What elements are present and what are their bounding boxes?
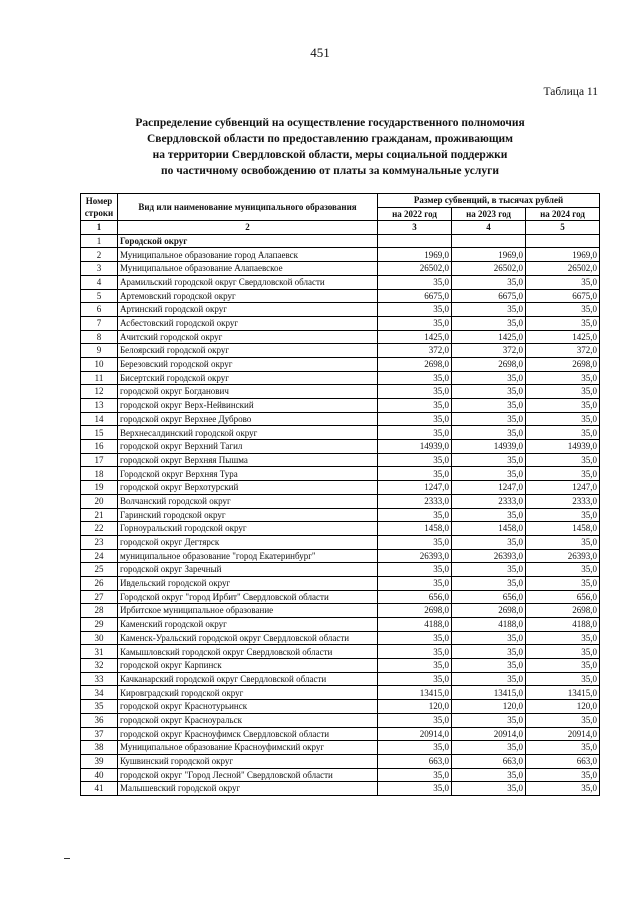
amount-2023-cell: 35,0 bbox=[452, 303, 526, 317]
amount-2022-cell: 120,0 bbox=[378, 700, 452, 714]
amount-2023-cell: 26393,0 bbox=[452, 549, 526, 563]
amount-2023-cell: 372,0 bbox=[452, 344, 526, 358]
amount-2023-cell: 6675,0 bbox=[452, 289, 526, 303]
municipality-name-cell: Асбестовский городской округ bbox=[118, 316, 378, 330]
row-number-cell: 25 bbox=[81, 563, 118, 577]
amount-2022-cell: 656,0 bbox=[378, 590, 452, 604]
amount-2022-cell: 35,0 bbox=[378, 741, 452, 755]
table-row bbox=[81, 631, 600, 645]
amount-2024-cell: 35,0 bbox=[526, 713, 600, 727]
amount-2022-cell: 35,0 bbox=[378, 713, 452, 727]
amount-2023-cell: 35,0 bbox=[452, 645, 526, 659]
title-line: Свердловской области по предоставлению гражданам, проживающим bbox=[146, 133, 513, 145]
row-number-cell: 40 bbox=[81, 768, 118, 782]
municipality-name-cell: Кировградский городской округ bbox=[118, 686, 378, 700]
municipality-name-cell: Каменск-Уральский городской округ Свердловской области bbox=[118, 631, 378, 645]
municipality-name-cell: городской округ Заречный bbox=[118, 563, 378, 577]
municipality-name-cell: городской округ Верхнее Дуброво bbox=[118, 412, 378, 426]
municipality-name-cell: городской округ Краснотурьинск bbox=[118, 700, 378, 714]
margin-mark bbox=[64, 858, 70, 859]
row-number-cell: 29 bbox=[81, 618, 118, 632]
amount-2023-cell: 1425,0 bbox=[452, 330, 526, 344]
row-number-cell: 20 bbox=[81, 494, 118, 508]
municipality-name-cell: городской округ Верхний Тагил bbox=[118, 440, 378, 454]
table-row bbox=[81, 645, 600, 659]
municipality-name-cell: Верхнесалдинский городской округ bbox=[118, 426, 378, 440]
amount-2024-cell: 1969,0 bbox=[526, 248, 600, 262]
amount-2024-cell: 35,0 bbox=[526, 467, 600, 481]
table-row bbox=[81, 289, 600, 303]
municipality-name-cell: Арамильский городской округ Свердловской области bbox=[118, 275, 378, 289]
table-row bbox=[81, 385, 600, 399]
row-number-cell: 3 bbox=[81, 262, 118, 276]
amount-2024-cell: 26502,0 bbox=[526, 262, 600, 276]
row-number-cell: 24 bbox=[81, 549, 118, 563]
row-number-cell: 33 bbox=[81, 672, 118, 686]
table-label: Таблица 11 bbox=[543, 86, 598, 98]
header-amount: Размер субвенций, в тысячах рублей bbox=[378, 194, 600, 208]
amount-2023-cell: 35,0 bbox=[452, 631, 526, 645]
amount-2023-cell: 120,0 bbox=[452, 700, 526, 714]
amount-2024-cell: 35,0 bbox=[526, 303, 600, 317]
amount-2024-cell: 35,0 bbox=[526, 426, 600, 440]
index-cell: 4 bbox=[452, 221, 526, 235]
amount-2022-cell: 35,0 bbox=[378, 659, 452, 673]
title-line: Распределение субвенций на осуществление государственного полномочия bbox=[135, 117, 525, 129]
amount-2024-cell: 35,0 bbox=[526, 576, 600, 590]
header-year-2023: на 2023 год bbox=[452, 207, 526, 221]
amount-2023-cell: 2333,0 bbox=[452, 494, 526, 508]
amount-2024-cell: 35,0 bbox=[526, 741, 600, 755]
amount-2023-cell: 35,0 bbox=[452, 768, 526, 782]
municipality-name-cell: Ирбитское муниципальное образование bbox=[118, 604, 378, 618]
municipality-name-cell: Гаринский городской округ bbox=[118, 508, 378, 522]
row-number-cell: 15 bbox=[81, 426, 118, 440]
subsidy-table bbox=[80, 193, 600, 796]
amount-2023-cell: 35,0 bbox=[452, 782, 526, 796]
table-body bbox=[81, 234, 600, 795]
table-row bbox=[81, 659, 600, 673]
amount-2024-cell: 35,0 bbox=[526, 645, 600, 659]
amount-2024-cell: 35,0 bbox=[526, 316, 600, 330]
row-number-cell: 9 bbox=[81, 344, 118, 358]
table-row bbox=[81, 357, 600, 371]
amount-2022-cell: 1247,0 bbox=[378, 481, 452, 495]
municipality-name-cell: Камышловский городской округ Свердловской области bbox=[118, 645, 378, 659]
row-number-cell: 12 bbox=[81, 385, 118, 399]
amount-2022-cell: 1458,0 bbox=[378, 522, 452, 536]
header-row-number: Номер строки bbox=[81, 194, 118, 221]
table-row bbox=[81, 467, 600, 481]
amount-2022-cell: 35,0 bbox=[378, 467, 452, 481]
row-number-cell: 36 bbox=[81, 713, 118, 727]
municipality-name-cell: Качканарский городской округ Свердловской области bbox=[118, 672, 378, 686]
amount-2024-cell: 656,0 bbox=[526, 590, 600, 604]
municipality-name-cell: Муниципальное образование город Алапаевск bbox=[118, 248, 378, 262]
amount-2022-cell: 372,0 bbox=[378, 344, 452, 358]
amount-2024-cell: 663,0 bbox=[526, 754, 600, 768]
amount-2023-cell: 35,0 bbox=[452, 508, 526, 522]
amount-2023-cell: 14939,0 bbox=[452, 440, 526, 454]
table-row bbox=[81, 535, 600, 549]
table-row bbox=[81, 590, 600, 604]
amount-2022-cell: 35,0 bbox=[378, 316, 452, 330]
amount-2024-cell: 4188,0 bbox=[526, 618, 600, 632]
index-cell: 2 bbox=[118, 221, 378, 235]
amount-2024-cell: 2698,0 bbox=[526, 357, 600, 371]
amount-2023-cell: 35,0 bbox=[452, 275, 526, 289]
row-number-cell: 16 bbox=[81, 440, 118, 454]
amount-2024-cell: 35,0 bbox=[526, 782, 600, 796]
table-row bbox=[81, 371, 600, 385]
municipality-name-cell: городской округ Верх-Нейвинский bbox=[118, 399, 378, 413]
amount-2024-cell: 35,0 bbox=[526, 659, 600, 673]
amount-2022-cell: 2698,0 bbox=[378, 357, 452, 371]
amount-2024-cell: 120,0 bbox=[526, 700, 600, 714]
amount-2024-cell: 2698,0 bbox=[526, 604, 600, 618]
amount-2022-cell: 35,0 bbox=[378, 645, 452, 659]
amount-2022-cell: 13415,0 bbox=[378, 686, 452, 700]
municipality-name-cell: городской округ Красноуфимск Свердловской области bbox=[118, 727, 378, 741]
amount-2023-cell bbox=[452, 234, 526, 248]
municipality-name-cell: Волчанский городской округ bbox=[118, 494, 378, 508]
table-row bbox=[81, 713, 600, 727]
amount-2024-cell: 35,0 bbox=[526, 275, 600, 289]
row-number-cell: 13 bbox=[81, 399, 118, 413]
row-number-cell: 28 bbox=[81, 604, 118, 618]
amount-2024-cell: 35,0 bbox=[526, 563, 600, 577]
municipality-name-cell: городской округ "Город Лесной" Свердловской области bbox=[118, 768, 378, 782]
municipality-name-cell: городской округ Верхняя Пышма bbox=[118, 453, 378, 467]
table-row bbox=[81, 275, 600, 289]
table-row bbox=[81, 453, 600, 467]
row-number-cell: 41 bbox=[81, 782, 118, 796]
amount-2023-cell: 4188,0 bbox=[452, 618, 526, 632]
amount-2023-cell: 1458,0 bbox=[452, 522, 526, 536]
table-row bbox=[81, 316, 600, 330]
amount-2022-cell: 35,0 bbox=[378, 563, 452, 577]
amount-2022-cell: 35,0 bbox=[378, 371, 452, 385]
amount-2022-cell: 35,0 bbox=[378, 768, 452, 782]
amount-2023-cell: 35,0 bbox=[452, 371, 526, 385]
amount-2022-cell: 35,0 bbox=[378, 508, 452, 522]
amount-2022-cell: 35,0 bbox=[378, 782, 452, 796]
row-number-cell: 1 bbox=[81, 234, 118, 248]
amount-2023-cell: 13415,0 bbox=[452, 686, 526, 700]
amount-2023-cell: 35,0 bbox=[452, 741, 526, 755]
municipality-name-cell: Малышевский городской округ bbox=[118, 782, 378, 796]
amount-2022-cell: 20914,0 bbox=[378, 727, 452, 741]
amount-2023-cell: 35,0 bbox=[452, 467, 526, 481]
amount-2022-cell: 663,0 bbox=[378, 754, 452, 768]
municipality-name-cell: Ивдельский городской округ bbox=[118, 576, 378, 590]
amount-2023-cell: 35,0 bbox=[452, 385, 526, 399]
table-row bbox=[81, 782, 600, 796]
table-row bbox=[81, 399, 600, 413]
municipality-name-cell: Городской округ Верхняя Тура bbox=[118, 467, 378, 481]
table-row bbox=[81, 303, 600, 317]
amount-2024-cell: 35,0 bbox=[526, 453, 600, 467]
amount-2024-cell: 35,0 bbox=[526, 508, 600, 522]
amount-2023-cell: 2698,0 bbox=[452, 357, 526, 371]
amount-2023-cell: 656,0 bbox=[452, 590, 526, 604]
amount-2023-cell: 35,0 bbox=[452, 399, 526, 413]
amount-2024-cell: 6675,0 bbox=[526, 289, 600, 303]
amount-2022-cell: 14939,0 bbox=[378, 440, 452, 454]
row-number-cell: 26 bbox=[81, 576, 118, 590]
row-number-cell: 11 bbox=[81, 371, 118, 385]
amount-2024-cell: 1458,0 bbox=[526, 522, 600, 536]
row-number-cell: 21 bbox=[81, 508, 118, 522]
amount-2023-cell: 26502,0 bbox=[452, 262, 526, 276]
municipality-name-cell: городской округ Красноуральск bbox=[118, 713, 378, 727]
title-line: по частичному освобождению от платы за коммунальные услуги bbox=[161, 165, 499, 177]
amount-2023-cell: 35,0 bbox=[452, 412, 526, 426]
table-row bbox=[81, 344, 600, 358]
municipality-name-cell: городской округ Богданович bbox=[118, 385, 378, 399]
table-row bbox=[81, 508, 600, 522]
index-cell: 3 bbox=[378, 221, 452, 235]
row-number-cell: 37 bbox=[81, 727, 118, 741]
header-year-2024: на 2024 год bbox=[526, 207, 600, 221]
table-row bbox=[81, 754, 600, 768]
amount-2023-cell: 663,0 bbox=[452, 754, 526, 768]
header-municipality: Вид или наименование муниципального образования bbox=[118, 194, 378, 221]
amount-2024-cell: 1247,0 bbox=[526, 481, 600, 495]
municipality-name-cell: Березовский городской округ bbox=[118, 357, 378, 371]
amount-2024-cell: 20914,0 bbox=[526, 727, 600, 741]
amount-2022-cell: 35,0 bbox=[378, 453, 452, 467]
table-row bbox=[81, 412, 600, 426]
table-row bbox=[81, 440, 600, 454]
amount-2024-cell: 2333,0 bbox=[526, 494, 600, 508]
amount-2022-cell: 26393,0 bbox=[378, 549, 452, 563]
amount-2024-cell: 372,0 bbox=[526, 344, 600, 358]
row-number-cell: 8 bbox=[81, 330, 118, 344]
amount-2022-cell: 35,0 bbox=[378, 631, 452, 645]
page-number: 451 bbox=[310, 45, 330, 60]
municipality-name-cell: Муниципальное образование Алапаевское bbox=[118, 262, 378, 276]
municipality-name-cell: Городской округ bbox=[118, 234, 378, 248]
row-number-cell: 6 bbox=[81, 303, 118, 317]
amount-2022-cell: 35,0 bbox=[378, 385, 452, 399]
row-number-cell: 14 bbox=[81, 412, 118, 426]
amount-2022-cell: 2333,0 bbox=[378, 494, 452, 508]
table-row bbox=[81, 248, 600, 262]
table-row bbox=[81, 234, 600, 248]
row-number-cell: 31 bbox=[81, 645, 118, 659]
amount-2023-cell: 35,0 bbox=[452, 563, 526, 577]
municipality-name-cell: Белоярский городской округ bbox=[118, 344, 378, 358]
amount-2022-cell: 2698,0 bbox=[378, 604, 452, 618]
municipality-name-cell: Артинский городской округ bbox=[118, 303, 378, 317]
amount-2022-cell: 35,0 bbox=[378, 275, 452, 289]
table-row bbox=[81, 549, 600, 563]
row-number-cell: 2 bbox=[81, 248, 118, 262]
amount-2022-cell bbox=[378, 234, 452, 248]
index-cell: 5 bbox=[526, 221, 600, 235]
document-title bbox=[70, 115, 590, 179]
row-number-cell: 38 bbox=[81, 741, 118, 755]
row-number-cell: 35 bbox=[81, 700, 118, 714]
table-row bbox=[81, 426, 600, 440]
table-row bbox=[81, 481, 600, 495]
amount-2024-cell: 13415,0 bbox=[526, 686, 600, 700]
municipality-name-cell: Каменский городской округ bbox=[118, 618, 378, 632]
amount-2023-cell: 35,0 bbox=[452, 576, 526, 590]
table-row bbox=[81, 262, 600, 276]
amount-2022-cell: 35,0 bbox=[378, 303, 452, 317]
municipality-name-cell: городской округ Верхотурский bbox=[118, 481, 378, 495]
amount-2022-cell: 35,0 bbox=[378, 412, 452, 426]
table-row bbox=[81, 741, 600, 755]
table-row bbox=[81, 522, 600, 536]
row-number-cell: 10 bbox=[81, 357, 118, 371]
row-number-cell: 5 bbox=[81, 289, 118, 303]
amount-2024-cell: 35,0 bbox=[526, 672, 600, 686]
row-number-cell: 39 bbox=[81, 754, 118, 768]
amount-2023-cell: 20914,0 bbox=[452, 727, 526, 741]
table-row bbox=[81, 576, 600, 590]
amount-2024-cell: 35,0 bbox=[526, 535, 600, 549]
row-number-cell: 30 bbox=[81, 631, 118, 645]
table-row bbox=[81, 727, 600, 741]
row-number-cell: 19 bbox=[81, 481, 118, 495]
table-row bbox=[81, 768, 600, 782]
row-number-cell: 22 bbox=[81, 522, 118, 536]
table-row bbox=[81, 604, 600, 618]
amount-2024-cell: 35,0 bbox=[526, 371, 600, 385]
table-row bbox=[81, 330, 600, 344]
municipality-name-cell: Горноуральский городской округ bbox=[118, 522, 378, 536]
amount-2022-cell: 26502,0 bbox=[378, 262, 452, 276]
amount-2023-cell: 1969,0 bbox=[452, 248, 526, 262]
municipality-name-cell: городской округ Карпинск bbox=[118, 659, 378, 673]
amount-2023-cell: 35,0 bbox=[452, 453, 526, 467]
municipality-name-cell: Городской округ "город Ирбит" Свердловской области bbox=[118, 590, 378, 604]
amount-2023-cell: 35,0 bbox=[452, 535, 526, 549]
amount-2022-cell: 35,0 bbox=[378, 576, 452, 590]
row-number-cell: 27 bbox=[81, 590, 118, 604]
row-number-cell: 4 bbox=[81, 275, 118, 289]
amount-2022-cell: 1969,0 bbox=[378, 248, 452, 262]
amount-2024-cell: 35,0 bbox=[526, 385, 600, 399]
amount-2022-cell: 35,0 bbox=[378, 426, 452, 440]
table-row bbox=[81, 618, 600, 632]
amount-2024-cell: 35,0 bbox=[526, 412, 600, 426]
table-row bbox=[81, 700, 600, 714]
amount-2024-cell: 14939,0 bbox=[526, 440, 600, 454]
index-cell: 1 bbox=[81, 221, 118, 235]
municipality-name-cell: муниципальное образование "город Екатеринбург" bbox=[118, 549, 378, 563]
amount-2024-cell: 35,0 bbox=[526, 631, 600, 645]
amount-2023-cell: 35,0 bbox=[452, 713, 526, 727]
municipality-name-cell: городской округ Дегтярск bbox=[118, 535, 378, 549]
amount-2022-cell: 1425,0 bbox=[378, 330, 452, 344]
amount-2024-cell: 35,0 bbox=[526, 399, 600, 413]
table-row bbox=[81, 686, 600, 700]
municipality-name-cell: Артемовский городской округ bbox=[118, 289, 378, 303]
amount-2023-cell: 35,0 bbox=[452, 316, 526, 330]
amount-2023-cell: 35,0 bbox=[452, 426, 526, 440]
municipality-name-cell: Ачитский городской округ bbox=[118, 330, 378, 344]
amount-2022-cell: 35,0 bbox=[378, 535, 452, 549]
row-number-cell: 34 bbox=[81, 686, 118, 700]
amount-2024-cell: 26393,0 bbox=[526, 549, 600, 563]
row-number-cell: 32 bbox=[81, 659, 118, 673]
municipality-name-cell: Муниципальное образование Красноуфимский округ bbox=[118, 741, 378, 755]
row-number-cell: 7 bbox=[81, 316, 118, 330]
amount-2023-cell: 2698,0 bbox=[452, 604, 526, 618]
row-number-cell: 17 bbox=[81, 453, 118, 467]
header-year-2022: на 2022 год bbox=[378, 207, 452, 221]
amount-2024-cell bbox=[526, 234, 600, 248]
amount-2024-cell: 1425,0 bbox=[526, 330, 600, 344]
municipality-name-cell: Бисертский городской округ bbox=[118, 371, 378, 385]
amount-2022-cell: 35,0 bbox=[378, 399, 452, 413]
row-number-cell: 23 bbox=[81, 535, 118, 549]
table-row bbox=[81, 563, 600, 577]
row-number-cell: 18 bbox=[81, 467, 118, 481]
amount-2022-cell: 4188,0 bbox=[378, 618, 452, 632]
amount-2023-cell: 35,0 bbox=[452, 659, 526, 673]
amount-2023-cell: 1247,0 bbox=[452, 481, 526, 495]
table-row bbox=[81, 494, 600, 508]
title-line: на территории Свердловской области, меры социальной поддержки bbox=[152, 149, 508, 161]
amount-2022-cell: 35,0 bbox=[378, 672, 452, 686]
table-row bbox=[81, 672, 600, 686]
municipality-name-cell: Кушвинский городской округ bbox=[118, 754, 378, 768]
amount-2023-cell: 35,0 bbox=[452, 672, 526, 686]
amount-2022-cell: 6675,0 bbox=[378, 289, 452, 303]
amount-2024-cell: 35,0 bbox=[526, 768, 600, 782]
